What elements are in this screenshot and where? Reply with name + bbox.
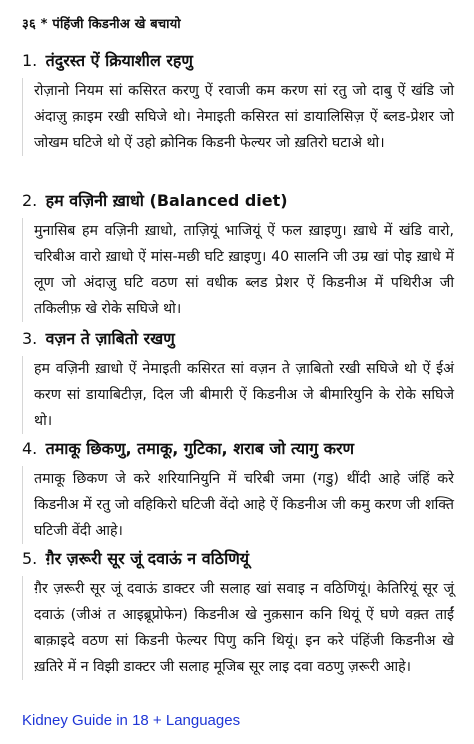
section-heading <box>22 50 454 72</box>
section-title: तंदुरस्त ऐं क्रियाशील रहणु <box>45 51 193 70</box>
section-avoid-painkillers <box>22 548 454 680</box>
section-heading <box>22 190 454 212</box>
section-heading <box>22 438 454 460</box>
section-title: वज़न ते ज़ाबितो रखणु <box>45 329 175 348</box>
section-heading <box>22 548 454 570</box>
section-heading <box>22 328 454 350</box>
section-number: 2. <box>22 191 38 210</box>
section-physical-activity <box>22 50 454 156</box>
section-quit-tobacco <box>22 438 454 544</box>
page-header: ३६ * पंहिंजी किडनीअ खे बचायो <box>22 17 181 32</box>
section-number: 4. <box>22 439 38 458</box>
section-body: तमाकू छिकण जे करे शरियानियुनि में चरिबी जमा (गडु) थींदी आहे जंहिं करे किडनीअ में रतु जो वहिकिरो घटिजी वेंदो आहे ऐं किडनीअ जी कमु करण जी शक्ति घटिजी वेंदी आहे। <box>22 466 454 544</box>
section-body: रोज़ानो नियम सां कसिरत करणु ऐं रवाजी कम करण सां रतु जो दाबु ऐं खंडि जो अंदाज़ु क़ाइम रखी सघिजे थो। नेमाइती कसिरत सां डायालिसिज़ ऐं ब्लड-प्रेशर जो जोखम घटिजे थो ऐं उहो क्रोनिक किडनी फेल्यर जो ख़तिरो घटाअे थो। <box>22 78 454 156</box>
section-title: ग़ैर ज़रूरी सूर जूं दवाऊं न वठिणियूं <box>45 549 250 568</box>
section-number: 1. <box>22 51 38 70</box>
section-balanced-diet <box>22 190 454 322</box>
section-body: मुनासिब हम वज़िनी ख़ाधो, ताज़ियूं भाजियूं ऐं फल ख़ाइणु। ख़ाधे में खंडि वारो, चरिबीअ वारो ख़ाधो ऐं मांस-मछी घटि ख़ाइणु। 40 सालनि जी उम्र खां पोइ ख़ाधे में लूण जो अंदाज़ु घटि वठण सां वधीक ब्लड प्रेशर ऐं किडनीअ में पथिरीअ जी तकिलीफ़ खे रोके सघिजे थो। <box>22 218 454 322</box>
section-title: तमाकू छिकणु, तमाकू, गुटिका, शराब जो त्यागु करण <box>45 439 355 458</box>
section-title: हम वज़िनी ख़ाधो (Balanced diet) <box>45 191 288 210</box>
footer-link[interactable]: Kidney Guide in 18 + Languages <box>22 712 241 729</box>
section-body: हम वज़िनी ख़ाधो ऐं नेमाइती कसिरत सां वज़न ते ज़ाबितो रखी सघिजे थो ऐं ईअं करण सां डायाबिटीज़, दिल जी बीमारी ऐं किडनीअ जे बीमारियुनि के रोके सघिजे थो। <box>22 356 454 434</box>
section-number: 5. <box>22 549 38 568</box>
section-number: 3. <box>22 329 38 348</box>
section-weight-control <box>22 328 454 434</box>
section-body: ग़ैर ज़रूरी सूर जूं दवाऊं डाक्टर जी सलाह खां सवाइ न वठिणियूं। केतिरियूं सूर जूं दवाऊं (जीअं त आइब्रूप्रोफेन) किडनीअ खे नुक़सान कनि थियूं ऐं घणे वक़्त ताईं बाक़ाइदे वठण सां किडनी फेल्यर पिणु कनि थियूं। इन करे पंहिंजी किडनीअ खे ख़तिरे में न विझी डाक्टर जी सलाह मूजिब सूर लाइ दवा वठणु ज़रूरी आहे। <box>22 576 454 680</box>
